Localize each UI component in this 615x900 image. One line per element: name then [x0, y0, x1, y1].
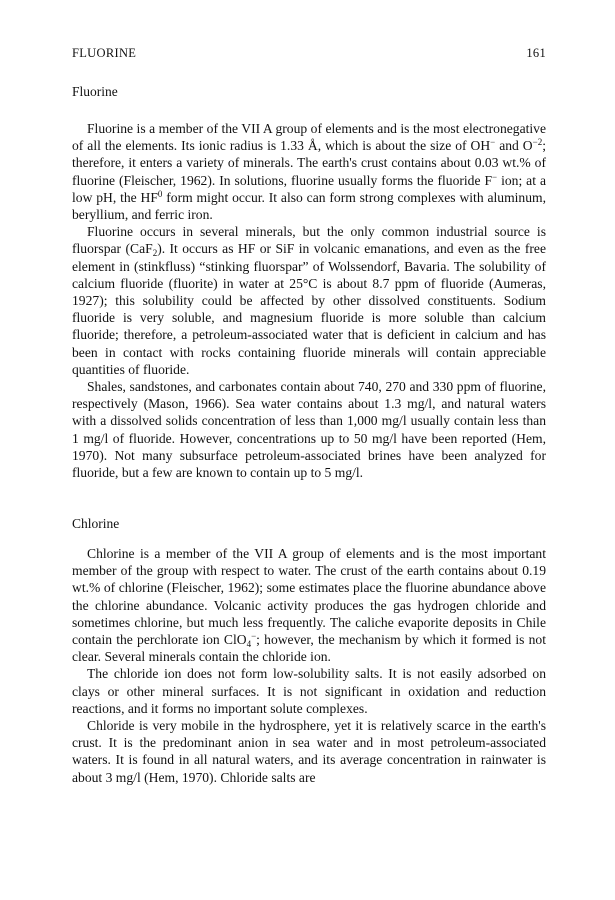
superscript: −2: [532, 137, 543, 148]
paragraph: The chloride ion does not form low-solubility salts. It is not easily adsorbed on clays or other mineral surfaces. It is not significant in oxidation and reduction reactions, and it forms no important solute complexes.: [72, 666, 546, 716]
subscript: 2: [152, 248, 158, 259]
section-title-fluorine: Fluorine: [72, 84, 118, 99]
superscript: −: [251, 631, 257, 642]
paragraph: Fluorine is a member of the VII A group of elements and is the most electronegative of all the elements. Its ionic radius is 1.33 Å, which is about the size of OH− and $O^{-2}$; therefore, it enters a variety of minerals. The earth's crust contains about 0.03 wt.% of fluorine (Fleischer, 1962). In solutions, fluorine usually forms the fluoride F− ion; at a low pH, the $HF^0$ form might occur. It also can form strong complexes with aluminum, beryllium, and ferric iron.: [72, 121, 546, 223]
superscript: −: [490, 137, 496, 148]
paragraph: Chlorine is a member of the VII A group of elements and is the most important member of the group with respect to water. The crust of the earth contains about 0.19 wt.% of chlorine (Fleischer, 1962); some estimates place the fluorine abundance above the chlorine abundance. Volcanic activity produces the gas hydrogen chloride and sometimes chlorine, but much less frequently. The caliche evaporite deposits in Chile contain the perchlorate ion ClO$_4$−; however, the mechanism by which it formed is not clear. Several minerals contain the chloride ion.: [72, 546, 546, 665]
section-body-fluorine: [72, 120, 546, 481]
paragraph: Shales, sandstones, and carbonates contain about 740, 270 and 330 ppm of fluorine, respectively (Mason, 1966). Sea water contains about 1.3 mg/l, and natural waters with a dissolved solids concentration of less than 1,000 mg/l usually contain less than 1 mg/l of fluoride. However, concentrations up to 50 mg/l have been reported (Hem, 1970). Not many subsurface petroleum-associated brines have been analyzed for fluoride, but a few are known to contain up to 5 mg/l.: [72, 379, 546, 481]
section-body-chlorine: [72, 545, 546, 786]
running-head: FLUORINE: [72, 46, 137, 60]
superscript: −: [492, 171, 498, 182]
page-number: 161: [526, 46, 546, 60]
superscript: 0: [157, 188, 163, 199]
section-title-chlorine: Chlorine: [72, 516, 120, 531]
paragraph: Chloride is very mobile in the hydrosphere, yet it is relatively scarce in the earth's crust. It is the predominant anion in sea water and in most petroleum-associated waters. It is found in all natural waters, and its average concentration in rainwater is about 3 mg/l (Hem, 1970). Chloride salts are: [72, 718, 546, 785]
subscript: 4: [246, 639, 252, 650]
paragraph: Fluorine occurs in several minerals, but the only common industrial source is fluorspar (CaF$_2$). It occurs as HF or SiF in volcanic emanations, and even as the free element in (stinkfluss) “stinking fluorspar” of Wolssendorf, Bavaria. The solubility of calcium fluoride (fluorite) in water at 25°C is about 8.7 ppm of fluoride (Aumeras, 1927); this solubility could be affected by other dissolved constituents. Sodium fluoride is very soluble, and magnesium fluoride is more soluble than calcium fluoride; therefore, a petroleum-associated water that is deficient in calcium and has been in contact with rocks containing fluoride minerals will contain appreciable quantities of fluoride.: [72, 224, 546, 377]
page-header: [72, 46, 546, 62]
